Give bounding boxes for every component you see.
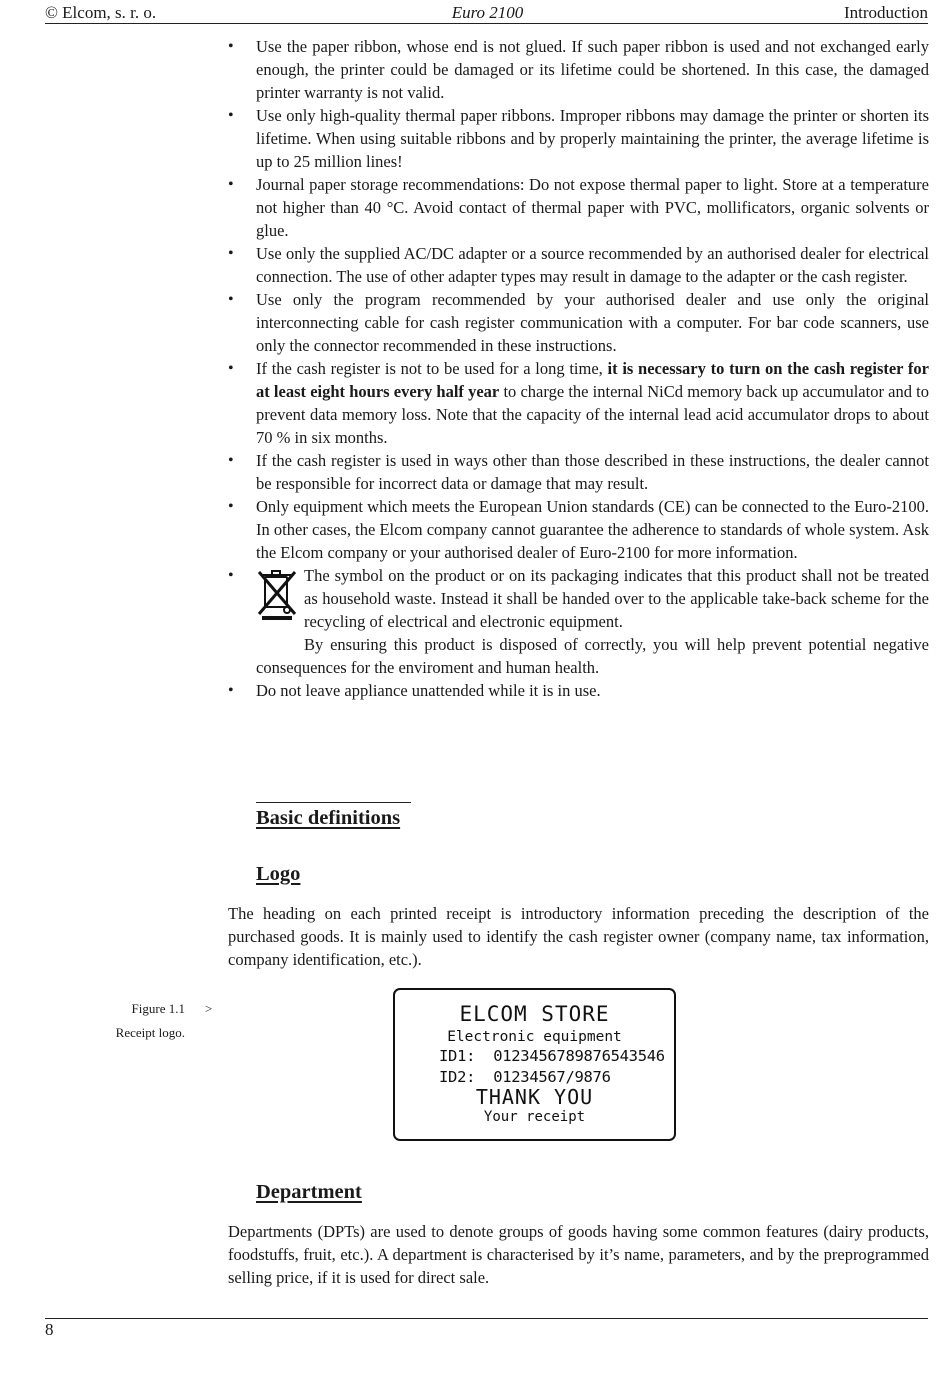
receipt-id2: ID2: 01234567/9876: [439, 1068, 611, 1086]
list-item: [228, 173, 929, 242]
footer-rule: [45, 1318, 928, 1319]
receipt-footer-text: Your receipt: [483, 1109, 586, 1125]
list-item-text: Only equipment which meets the European Union standards (CE) can be connected to the Euro-2100. In other cases, the Elcom company cannot guarantee the adherence to standards of whole system. Ask the Elcom company or your authorised dealer of Euro-2100 for more information.: [256, 497, 929, 562]
receipt-store-name: ELCOM STORE: [459, 1002, 610, 1026]
list-item-text: Journal paper storage recommendations: Do not expose thermal paper to light. Store at a temperature not higher than 40 °C. Avoid contact of thermal paper with PVC, mollificators, organic solvents or glue.: [256, 175, 929, 240]
list-item: [228, 495, 929, 564]
list-item-weee: [228, 564, 929, 679]
list-item: [228, 449, 929, 495]
section-heading-basic-definitions: Basic definitions: [256, 807, 401, 829]
safety-instructions-list: [228, 35, 929, 702]
receipt-thank-you: THANK YOU: [475, 1085, 594, 1109]
crossed-out-wheelie-bin-icon: [256, 565, 304, 627]
list-item-text: Do not leave appliance unattended while it is in use.: [256, 681, 601, 700]
receipt-id1: ID1: 0123456789876543546: [439, 1047, 665, 1065]
list-item: [228, 288, 929, 357]
header-chapter-title: Introduction: [843, 3, 928, 22]
list-item-text: If the cash register is used in ways other than those described in these instructions, the dealer cannot be responsible for incorrect data or damage that may result.: [256, 451, 929, 493]
section-overline: [256, 802, 411, 803]
list-item-emphasis: it is necessary to turn on the cash register for at least eight hours every half year: [256, 359, 930, 401]
list-item: [228, 242, 929, 288]
figure-label: Figure 1.1: [131, 1001, 185, 1016]
list-item: [228, 679, 929, 702]
list-item-text: Use the paper ribbon, whose end is not glued. If such paper ribbon is used and not exchanged early enough, the printer could be damaged or its lifetime could be shortened. In this case, the damaged printer warranty is not valid.: [256, 37, 929, 102]
logo-paragraph: The heading on each printed receipt is introductory information preceding the description of the purchased goods. It is mainly used to identify the cash register owner (company name, tax information, company identification, etc.).: [228, 904, 929, 969]
list-item-text: Use only the program recommended by your authorised dealer and use only the original interconnecting cable for cash register communication with a computer. For bar code scanners, use only the connector recommended in these instructions.: [256, 290, 929, 355]
receipt-logo-figure: [393, 988, 676, 1141]
list-item-text: Use only the supplied AC/DC adapter or a source recommended by an authorised dealer for electrical connection. The use of other adapter types may result in damage to the adapter or the cash register.: [256, 244, 929, 286]
list-item-text: Use only high-quality thermal paper ribbons. Improper ribbons may damage the printer or shorten its lifetime. When using suitable ribbons and by properly maintaining the printer, the average lifetime is up to 25 million lines!: [256, 106, 929, 171]
list-item: [228, 357, 929, 449]
page-number: 8: [45, 1320, 54, 1339]
list-item: [228, 104, 929, 173]
receipt-store-subtitle: Electronic equipment: [447, 1029, 622, 1045]
list-item: [228, 35, 929, 104]
weee-row: [256, 564, 929, 633]
list-item-text: By ensuring this product is disposed of correctly, you will help prevent potential negative consequences for the enviroment and human health.: [256, 635, 929, 677]
department-paragraph: Departments (DPTs) are used to denote groups of goods having some common features (dairy products, foodstuffs, fruit, etc.). A department is characterised by it’s name, parameters, and by the preprogrammed selling price, if it is used for direct sale.: [228, 1222, 929, 1287]
figure-pointer-arrow: >: [205, 1001, 213, 1016]
header-product-title: Euro 2100: [451, 3, 524, 22]
list-item-text: If the cash register is not to be used for a long time,: [256, 359, 608, 378]
figure-caption: Receipt logo.: [115, 1025, 185, 1040]
list-item-text: • The symbol on the product or on its packaging indicates that this product shall not be treated as household waste. Instead it shall be handed over to the applicable take-back scheme for the recycling of electrical and electronic equipment.: [304, 566, 929, 631]
header-copyright: © Elcom, s. r. o.: [45, 3, 157, 22]
list-item-text: to charge the internal NiCd memory back up accumulator and to prevent data memory loss. Note that the capacity of the internal lead acid accumulator drops to about 70 % in six months.: [256, 382, 929, 447]
subsection-heading-department: Department: [256, 1181, 362, 1203]
subsection-heading-logo: Logo: [256, 863, 301, 885]
header-rule: [45, 23, 928, 24]
